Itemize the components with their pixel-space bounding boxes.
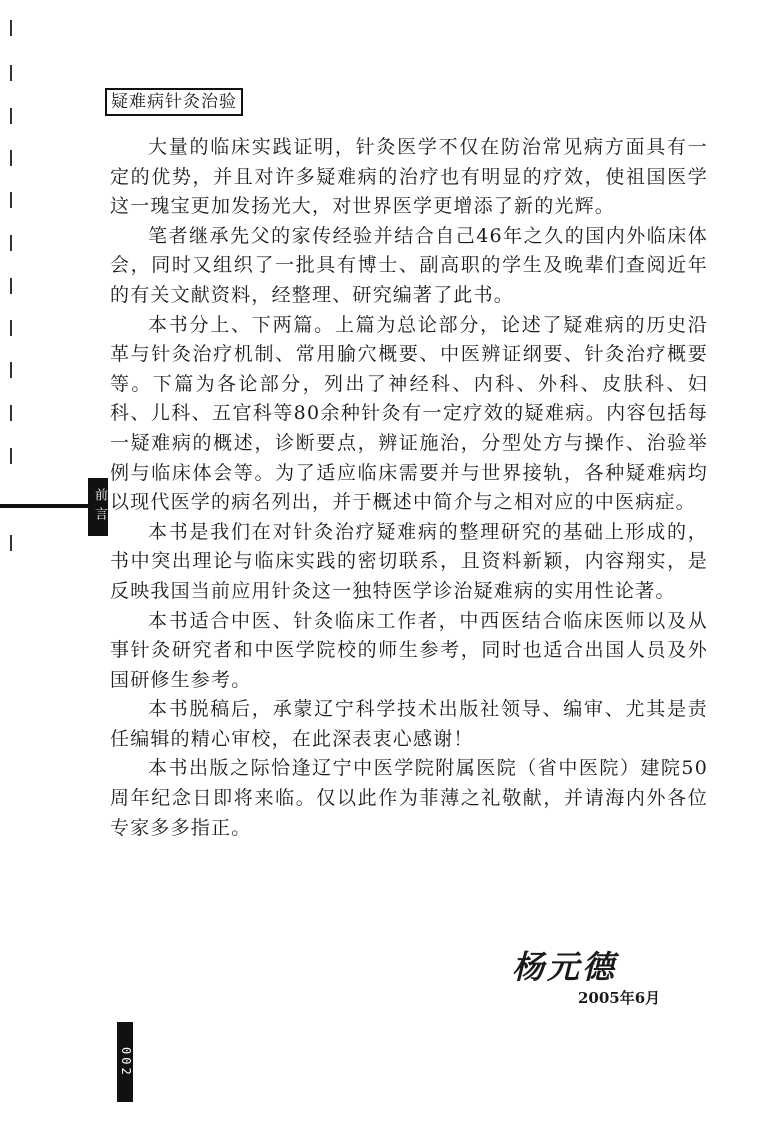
page-number: 002 — [117, 1022, 133, 1102]
paragraph: 大量的临床实践证明，针灸医学不仅在防治常见病方面具有一定的优势，并且对许多疑难病的治疗也有明显的疗效，使祖国医学这一瑰宝更加发扬光大，对世界医学更增添了新的光辉。 — [110, 136, 708, 218]
chapter-tab: 前言 — [88, 478, 108, 536]
author-signature: 杨元德 — [512, 948, 618, 986]
margin-tick — [10, 320, 12, 336]
paragraph: 本书是我们在对针灸治疗疑难病的整理研究的基础上形成的，书中突出理论与临床实践的密切联系，且资料新颖，内容翔实，是反映我国当前应用针灸这一独特医学诊治疑难病的实用性论著。 — [110, 520, 708, 602]
margin-tick — [10, 235, 12, 251]
margin-tick — [10, 150, 12, 166]
preface-body — [110, 133, 708, 843]
margin-tick — [10, 362, 12, 378]
margin-tick — [10, 448, 12, 464]
paragraph: 笔者继承先父的家传经验并结合自己46年之久的国内外临床体会，同时又组织了一批具有博士、副高职的学生及晚辈们查阅近年的有关文献资料，经整理、研究编著了此书。 — [110, 224, 708, 306]
margin-tick — [10, 405, 12, 421]
margin-tick — [10, 108, 12, 124]
margin-tick — [10, 20, 12, 36]
margin-tick — [10, 65, 12, 81]
paragraph: 本书适合中医、针灸临床工作者，中西医结合临床医师以及从事针灸研究者和中医学院校的师生参考，同时也适合出国人员及外国研修生参考。 — [110, 609, 708, 691]
side-rule — [0, 504, 88, 508]
paragraph: 本书脱稿后，承蒙辽宁科学技术出版社领导、编审、尤其是责任编辑的精心审校，在此深表衷心感谢！ — [110, 698, 708, 750]
signature-date: 2005年6月 — [578, 989, 661, 1007]
paragraph: 本书出版之际恰逢辽宁中医学院附属医院（省中医院）建院50周年纪念日即将来临。仅以此作为菲薄之礼敬献，并请海内外各位专家多多指正。 — [110, 757, 708, 839]
margin-tick — [10, 192, 12, 208]
running-header: 疑难病针灸治验 — [105, 88, 243, 116]
margin-tick — [10, 278, 12, 294]
paragraph: 本书分上、下两篇。上篇为总论部分，论述了疑难病的历史沿革与针灸治疗机制、常用腧穴概要、中医辨证纲要、针灸治疗概要等。下篇为各论部分，列出了神经科、内科、外科、皮肤科、妇科、儿科、五官科等80余种针灸有一定疗效的疑难病。内容包括每一疑难病的概述，诊断要点，辨证施治，分型处方与操作、治验举例与临床体会等。为了适应临床需要并与世界接轨，各种疑难病均以现代医学的病名列出，并于概述中简介与之相对应的中医病症。 — [110, 313, 708, 514]
margin-tick — [10, 535, 12, 551]
